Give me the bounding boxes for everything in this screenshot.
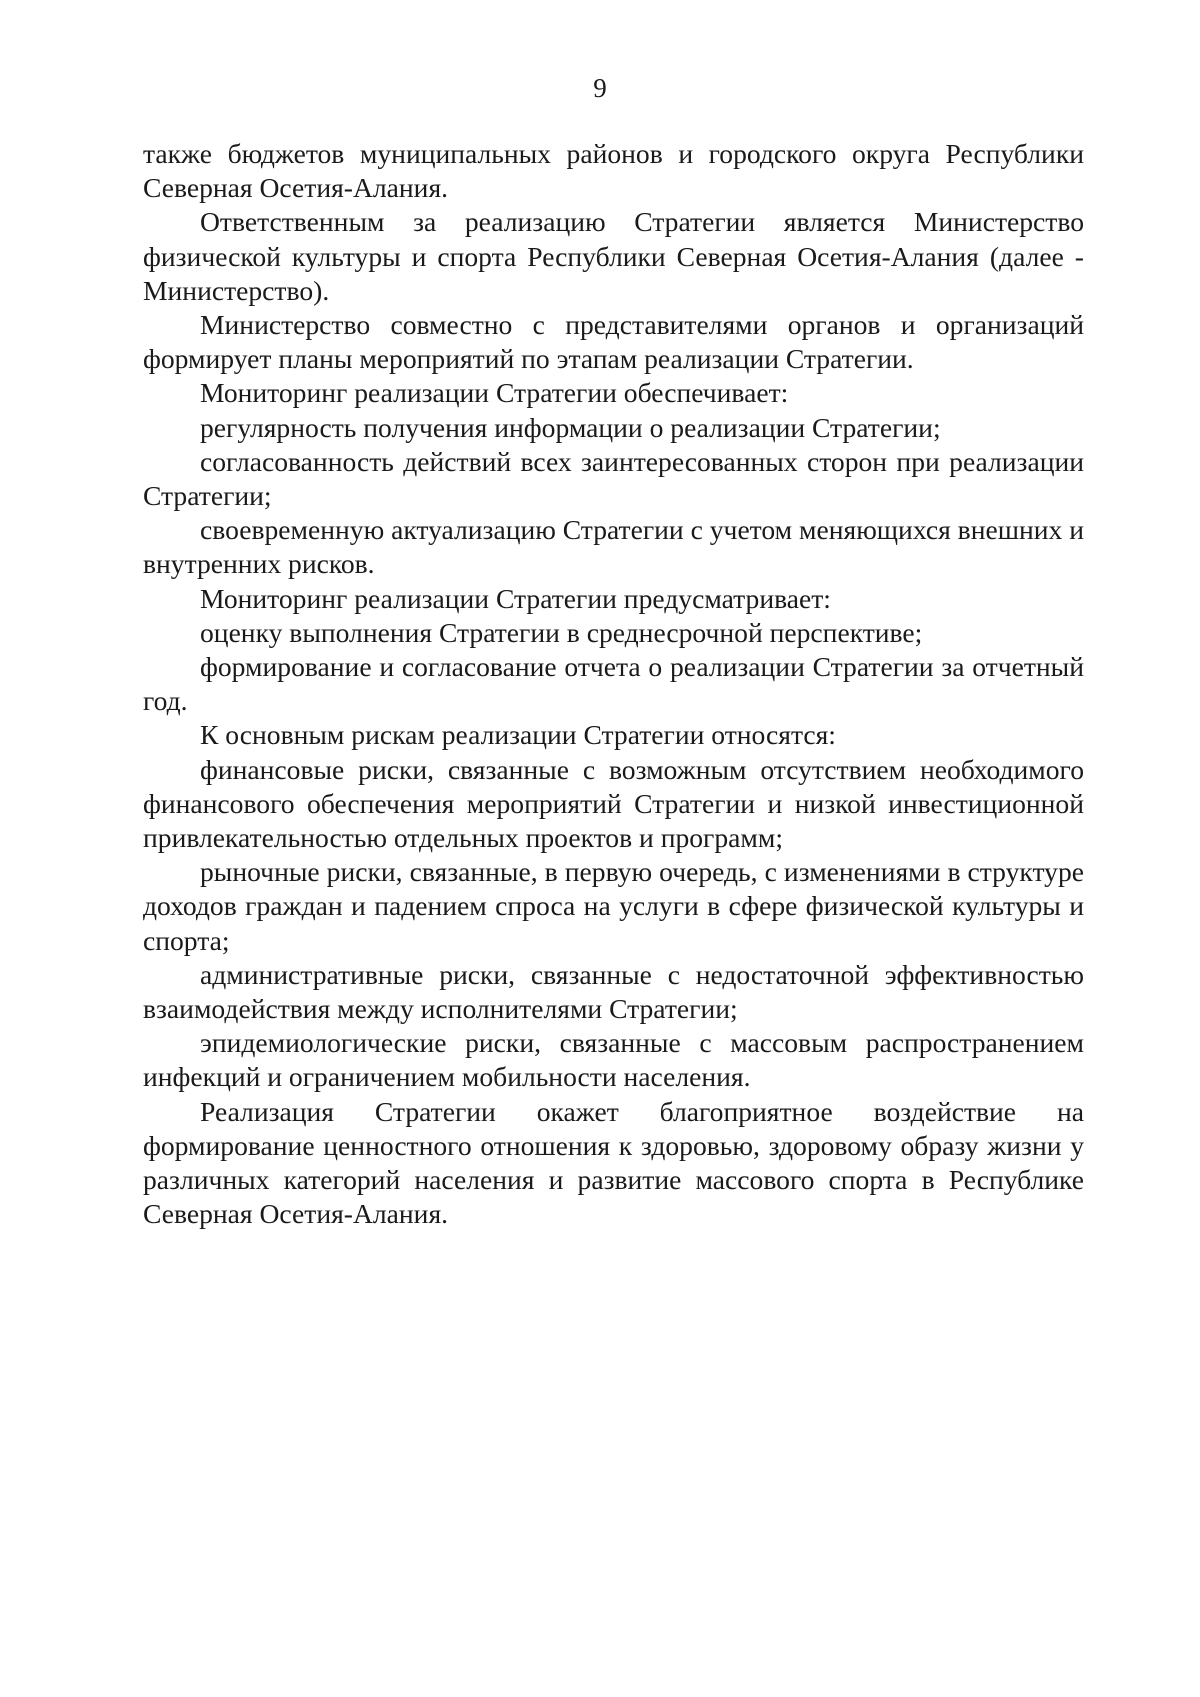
paragraph: оценку выполнения Стратегии в среднесрочной перспективе; [200, 616, 923, 648]
paragraph: финансовые риски, связанные с возможным отсутствием необходимого финансового обеспечения мероприятий Стратегии и низкой инвестиционной привлекательностью отдельных проектов и программ; [143, 753, 1084, 854]
paragraph: Мониторинг реализации Стратегии предусматривает: [200, 582, 831, 614]
paragraph: рыночные риски, связанные, в первую очередь, с изменениями в структуре доходов граждан и падением спроса на услуги в сфере физической культуры и спорта; [143, 856, 1084, 956]
paragraph: К основным рискам реализации Стратегии относятся: [200, 719, 836, 751]
paragraph: регулярность получения информации о реализации Стратегии; [200, 411, 941, 443]
page-number: 9 [593, 73, 607, 103]
paragraph: согласованность действий всех заинтересованных сторон при реализации Стратегии; [143, 445, 1084, 512]
paragraph: также бюджетов муниципальных районов и городского округа Республики Северная Осетия-Алания. [143, 138, 1084, 204]
paragraph: формирование и согласование отчета о реализации Стратегии за отчетный год. [143, 651, 1084, 717]
document-body [143, 137, 1084, 1232]
paragraph: эпидемиологические риски, связанные с массовым распространением инфекций и ограничением мобильности населения. [143, 1027, 1084, 1093]
paragraph: административные риски, связанные с недостаточной эффективностью взаимодействия между исполнителями Стратегии; [143, 958, 1084, 1025]
paragraph: Реализация Стратегии окажет благоприятное воздействие на формирование ценностного отношения к здоровью, здоровому образу жизни у различных категорий населения и развитие массового спорта в Республике Северная Осетия-Алания. [143, 1095, 1084, 1230]
paragraph: Ответственным за реализацию Стратегии является Министерство физической культуры и спорта Республики Северная Осетия-Алания (далее - Министерство). [143, 206, 1084, 306]
paragraph: Мониторинг реализации Стратегии обеспечивает: [200, 377, 789, 409]
paragraph: своевременную актуализацию Стратегии с учетом меняющихся внешних и внутренних рисков. [143, 514, 1084, 580]
paragraph: Министерство совместно с представителями органов и организаций формирует планы мероприятий по этапам реализации Стратегии. [143, 309, 1084, 375]
